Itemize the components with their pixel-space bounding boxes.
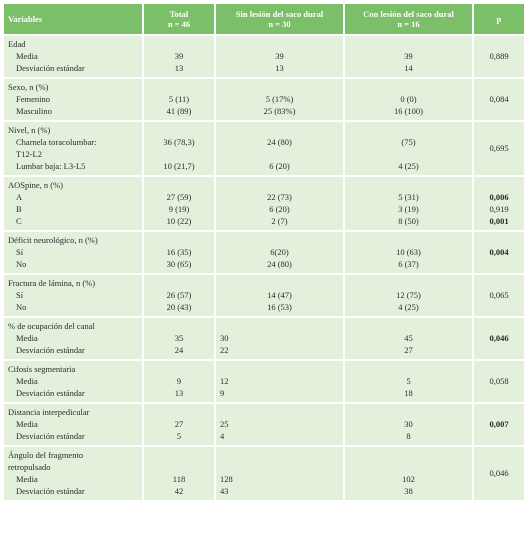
row-label: Desviación estándar xyxy=(16,431,85,441)
value: 14 (47) xyxy=(267,290,292,300)
value: 16 (100) xyxy=(393,106,424,116)
header-con-label: Con lesión del saco dural xyxy=(363,8,454,19)
value: 2 (7) xyxy=(271,216,288,226)
p-value-cell: 0,695 xyxy=(474,122,524,175)
p-value: 0,006 xyxy=(489,192,509,202)
value: 24 (80) xyxy=(267,137,292,147)
value: 18 xyxy=(404,388,413,398)
variable-title: Nivel, n (%) xyxy=(8,125,51,135)
variable-cell xyxy=(4,79,142,120)
p-value-cell: 0,007 xyxy=(474,404,524,445)
value: 6(20) xyxy=(270,247,289,257)
value: 36 (78,3) xyxy=(163,137,195,147)
variable-cell xyxy=(4,447,142,500)
value: 22 (73) xyxy=(267,192,292,202)
table-row xyxy=(4,79,524,120)
header-p: p xyxy=(474,4,524,34)
value: 10 (21,7) xyxy=(163,161,195,171)
value: 30 xyxy=(220,333,229,343)
value: 22 xyxy=(220,345,229,355)
total-cell xyxy=(144,177,214,230)
header-total-label: Total xyxy=(169,8,189,19)
variable-title: Déficit neurológico, n (%) xyxy=(8,235,98,245)
con-cell xyxy=(345,361,472,402)
value: 6 (20) xyxy=(269,204,290,214)
p-value: 0,919 xyxy=(489,204,509,214)
value: 25 (83%) xyxy=(263,106,296,116)
variable-title: Edad xyxy=(8,39,26,49)
value: 14 xyxy=(404,63,413,73)
value: 8 (50) xyxy=(398,216,419,226)
header-sin-lesion xyxy=(216,4,343,34)
value: 12 (75) xyxy=(396,290,421,300)
header-total xyxy=(144,4,214,34)
value: (75) xyxy=(401,137,416,147)
sin-cell xyxy=(216,79,343,120)
p-value-cell: 0,046 xyxy=(474,447,524,500)
value: 10 (63) xyxy=(396,247,421,257)
variable-title: Fractura de lámina, n (%) xyxy=(8,278,96,288)
header-total-n: n = 46 xyxy=(167,19,191,29)
value: 5 (17%) xyxy=(265,94,294,104)
value: 13 xyxy=(174,63,184,73)
table-row xyxy=(4,447,524,500)
p-value-cell: 0,889 xyxy=(474,36,524,77)
variable-cell xyxy=(4,275,142,316)
variable-title: % de ocupación del canal xyxy=(8,321,95,331)
value: 38 xyxy=(404,486,413,496)
total-cell xyxy=(144,232,214,273)
value: 9 (19) xyxy=(168,204,190,214)
variable-title-cont: retropulsado xyxy=(8,462,51,472)
con-cell xyxy=(345,232,472,273)
value: 35 xyxy=(174,333,184,343)
header-sin-n: n = 30 xyxy=(268,19,291,29)
value: 26 (57) xyxy=(166,290,192,300)
header-con-n: n = 16 xyxy=(397,19,420,29)
value: 4 (25) xyxy=(398,302,419,312)
row-label: Desviación estándar xyxy=(16,345,85,355)
value: 5 xyxy=(406,376,411,386)
row-label: Charnela toracolumbar: xyxy=(16,137,97,147)
variable-cell xyxy=(4,122,142,175)
row-label: Masculino xyxy=(16,106,52,116)
variable-cell xyxy=(4,232,142,273)
table-row xyxy=(4,232,524,273)
variable-title: Distancia interpedicular xyxy=(8,407,90,417)
table-row xyxy=(4,36,524,77)
sin-cell xyxy=(216,232,343,273)
header-variables: Variables xyxy=(4,4,142,34)
value: 30 (65) xyxy=(166,259,192,269)
value: 39 xyxy=(174,51,184,61)
p-value-cell: 0,065 xyxy=(474,275,524,316)
row-label: C xyxy=(16,216,22,226)
table-row xyxy=(4,318,524,359)
table-row xyxy=(4,122,524,175)
value: 9 xyxy=(176,376,182,386)
value: 39 xyxy=(275,51,284,61)
row-label: Desviación estándar xyxy=(16,388,85,398)
value: 30 xyxy=(404,419,413,429)
value: 13 xyxy=(174,388,184,398)
data-table xyxy=(2,2,526,502)
value: 118 xyxy=(172,474,186,484)
variable-cell xyxy=(4,404,142,445)
sin-cell xyxy=(216,177,343,230)
total-cell xyxy=(144,275,214,316)
value: 102 xyxy=(402,474,415,484)
value: 24 xyxy=(174,345,184,355)
con-cell xyxy=(345,36,472,77)
table-row xyxy=(4,404,524,445)
row-label: No xyxy=(16,259,27,269)
con-cell xyxy=(345,447,472,500)
table-row xyxy=(4,361,524,402)
con-cell xyxy=(345,404,472,445)
row-label: Lumbar baja: L3-L5 xyxy=(16,161,86,171)
value: 5 (31) xyxy=(398,192,419,202)
header-row xyxy=(4,4,524,34)
total-cell xyxy=(144,79,214,120)
total-cell xyxy=(144,404,214,445)
variable-cell xyxy=(4,36,142,77)
value: 16 (53) xyxy=(267,302,292,312)
value: 5 xyxy=(176,431,182,441)
value: 6 (37) xyxy=(398,259,419,269)
variable-title: Cifosis segmentaria xyxy=(8,364,76,374)
value: 39 xyxy=(404,51,413,61)
con-cell xyxy=(345,275,472,316)
row-label: B xyxy=(16,204,22,214)
row-label: Femenino xyxy=(16,94,50,104)
value: 41 (89) xyxy=(166,106,192,116)
total-cell xyxy=(144,318,214,359)
value: 12 xyxy=(220,376,229,386)
value: 128 xyxy=(220,474,233,484)
variable-title: Sexo, n (%) xyxy=(8,82,49,92)
value: 27 xyxy=(404,345,413,355)
sin-cell xyxy=(216,275,343,316)
sin-cell xyxy=(216,361,343,402)
row-label: Desviación estándar xyxy=(16,63,85,73)
value: 27 xyxy=(174,419,184,429)
value: 25 xyxy=(220,419,229,429)
variable-cell xyxy=(4,177,142,230)
header-sin-label: Sin lesión del saco dural xyxy=(235,8,324,19)
variable-cell xyxy=(4,318,142,359)
table-row xyxy=(4,177,524,230)
sin-cell xyxy=(216,447,343,500)
sin-cell xyxy=(216,404,343,445)
row-label: No xyxy=(16,302,27,312)
row-label: Desviación estándar xyxy=(16,486,85,496)
p-value-cell xyxy=(474,177,524,230)
header-con-lesion xyxy=(345,4,472,34)
value: 42 xyxy=(174,486,184,496)
variable-title: AOSpine, n (%) xyxy=(8,180,64,190)
value: 9 xyxy=(220,388,225,398)
p-value-cell: 0,004 xyxy=(474,232,524,273)
total-cell xyxy=(144,447,214,500)
total-cell xyxy=(144,122,214,175)
value: 6 (20) xyxy=(269,161,290,171)
value: 16 (35) xyxy=(166,247,192,257)
value: 4 (25) xyxy=(398,161,419,171)
value: 0 (0) xyxy=(400,94,417,104)
total-cell xyxy=(144,361,214,402)
con-cell xyxy=(345,177,472,230)
value: 45 xyxy=(404,333,413,343)
value: 10 (22) xyxy=(166,216,192,226)
row-label: Media xyxy=(16,474,38,484)
con-cell xyxy=(345,79,472,120)
value: 27 (59) xyxy=(166,192,192,202)
sin-cell xyxy=(216,318,343,359)
row-label: Media xyxy=(16,333,38,343)
row-label: Sí xyxy=(16,290,24,300)
p-value: 0,001 xyxy=(489,216,509,226)
table-row xyxy=(4,275,524,316)
value: 8 xyxy=(406,431,411,441)
sin-cell xyxy=(216,122,343,175)
value: 20 (43) xyxy=(166,302,192,312)
con-cell xyxy=(345,318,472,359)
con-cell xyxy=(345,122,472,175)
p-value-cell: 0,046 xyxy=(474,318,524,359)
value: 24 (80) xyxy=(267,259,292,269)
total-cell xyxy=(144,36,214,77)
row-label: Sí xyxy=(16,247,24,257)
row-label: T12-L2 xyxy=(16,149,42,159)
value: 43 xyxy=(220,486,229,496)
row-label: A xyxy=(16,192,23,202)
sin-cell xyxy=(216,36,343,77)
p-value-cell: 0,058 xyxy=(474,361,524,402)
row-label: Media xyxy=(16,51,38,61)
variable-title: Ángulo del fragmento xyxy=(8,450,84,460)
row-label: Media xyxy=(16,419,38,429)
row-label: Media xyxy=(16,376,38,386)
value: 5 (11) xyxy=(168,94,190,104)
value: 4 xyxy=(220,431,225,441)
variable-cell xyxy=(4,361,142,402)
p-value-cell: 0,084 xyxy=(474,79,524,120)
value: 3 (19) xyxy=(398,204,419,214)
value: 13 xyxy=(275,63,284,73)
